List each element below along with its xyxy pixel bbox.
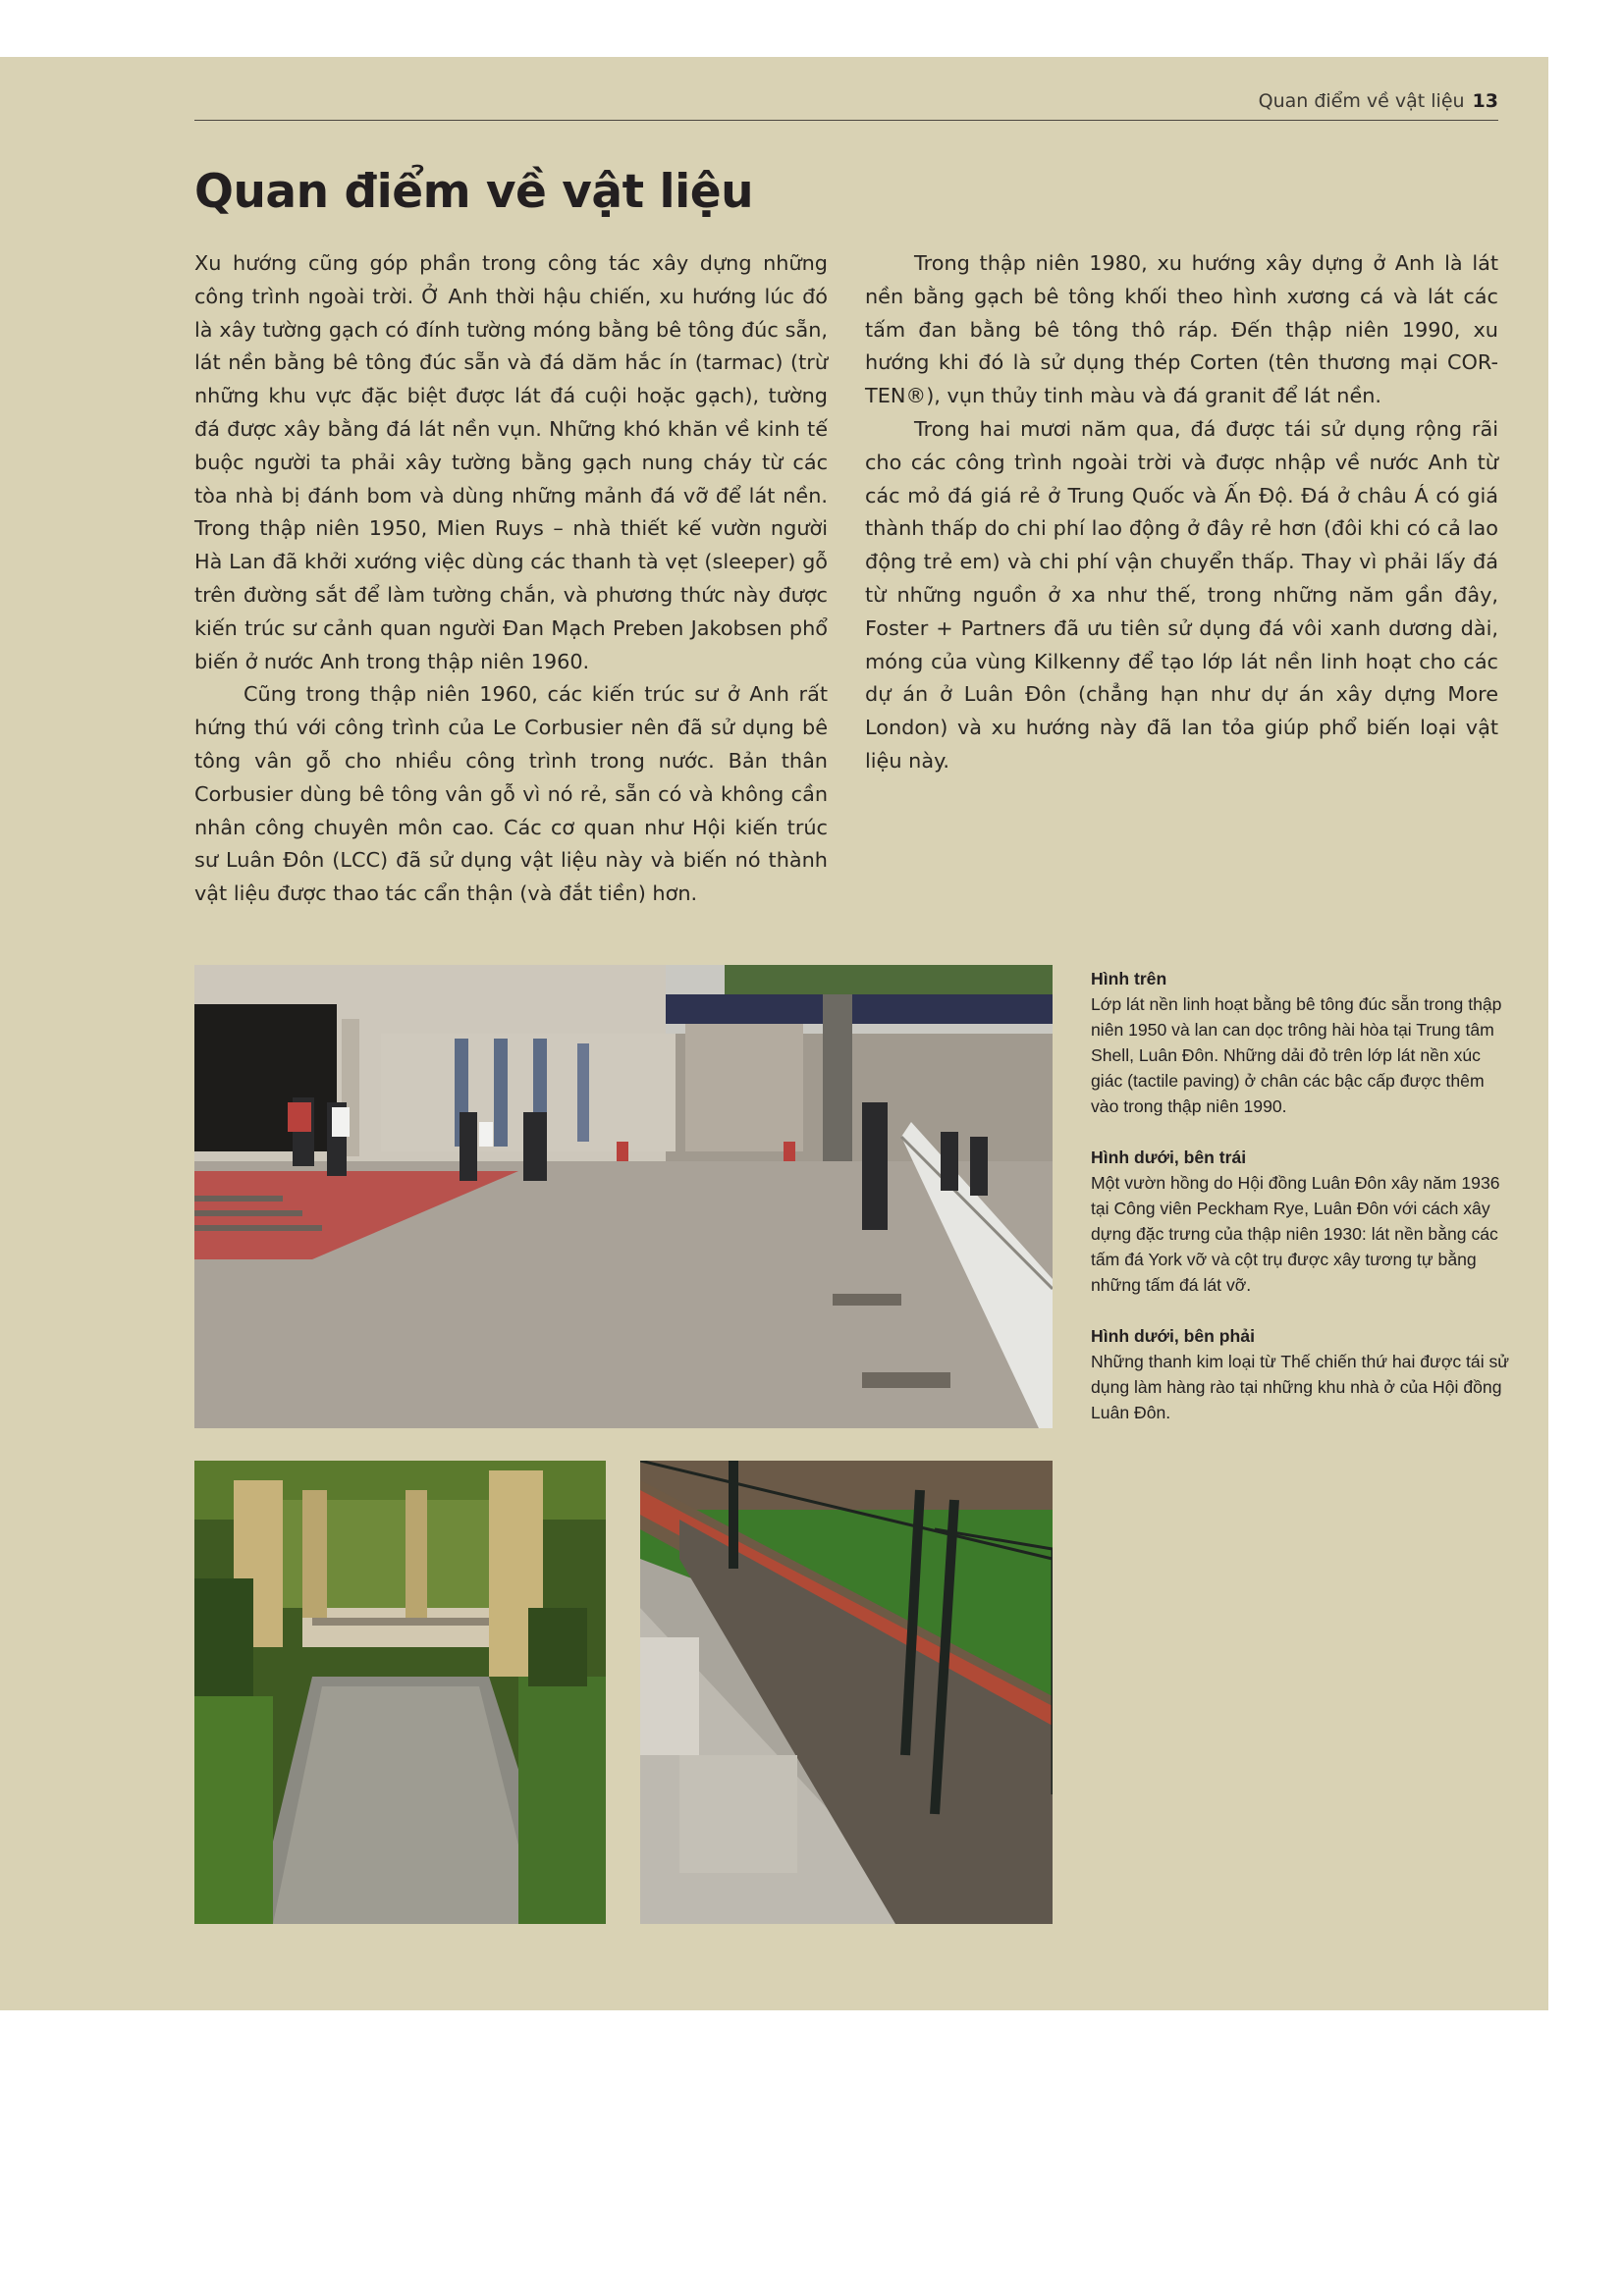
page-number: 13 xyxy=(1472,90,1498,112)
caption-bottom-left-title: Hình dưới, bên trái xyxy=(1091,1148,1247,1167)
caption-bottom-right-text: Những thanh kim loại từ Thế chiến thứ hai được tái sử dụng làm hàng rào tại những khu nhà ở của Hội đồng Luân Đôn. xyxy=(1091,1352,1510,1422)
right-paragraph-2: Trong hai mươi năm qua, đá được tái sử dụng rộng rãi cho các công trình ngoài trời và được nhập về nước Anh từ các mỏ đá giá rẻ ở Trung Quốc và Ấn Độ. Đá ở châu Á có giá thành thấp do chi phí lao động ở đây rẻ hơn (đôi khi có cả lao động trẻ em) và chi phí vận chuyển thấp. Thay vì phải lấy đá từ những nguồn ở xa như thế, trong những năm gần đây, Foster + Partners đã ưu tiên sử dụng đá vôi xanh dương dài, móng của vùng Kilkenny để tạo lớp lát nền linh hoạt cho các dự án ở Luân Đôn (chẳng hạn như dự án xây dựng More London) và xu hướng này đã lan tỏa giúp phổ biến loại vật liệu này. xyxy=(865,416,1498,773)
photo-shell-centre-plaza xyxy=(194,965,1053,1428)
photo-captions xyxy=(1091,966,1513,1451)
caption-top-text: Lớp lát nền linh hoạt bằng bê tông đúc sẵn trong thập niên 1950 và lan can dọc trông hài hòa tại Trung tâm Shell, Luân Đôn. Những dải đỏ trên lớp lát nền xúc giác (tactile paving) ở chân các bậc cấp được thêm vào trong thập niên 1990. xyxy=(1091,994,1502,1116)
caption-bottom-left xyxy=(1091,1145,1513,1298)
right-column xyxy=(865,247,1498,778)
caption-bottom-right xyxy=(1091,1323,1513,1425)
caption-top-title: Hình trên xyxy=(1091,969,1167,988)
left-paragraph-2: Cũng trong thập niên 1960, các kiến trúc sư ở Anh rất hứng thú với công trình của Le Corbusier nên đã sử dụng bê tông vân gỗ cho nhiều công trình trong nước. Bản thân Corbusier dùng bê tông vân gỗ vì nó rẻ, sẵn có và không cần nhân công chuyên môn cao. Các cơ quan như Hội kiến trúc sư Luân Đôn (LCC) đã sử dụng vật liệu này và biến nó thành vật liệu được thao tác cẩn thận (và đắt tiền) hơn. xyxy=(194,682,828,906)
running-title: Quan điểm về vật liệu xyxy=(1258,90,1465,112)
caption-bottom-right-title: Hình dưới, bên phải xyxy=(1091,1326,1255,1346)
running-header xyxy=(194,90,1498,121)
article-title: Quan điểm về vật liệu xyxy=(194,165,754,219)
photo-rose-garden-peckham-rye xyxy=(194,1461,606,1924)
left-paragraph-1: Xu hướng cũng góp phần trong công tác xây dựng những công trình ngoài trời. Ở Anh thời hậu chiến, xu hướng lúc đó là xây tường gạch có đính tường móng bằng bê tông đúc sẵn, lát nền bằng bê tông đúc sẵn và đá dăm hắc ín (tarmac) (trừ những khu vực đặc biệt được lát đá cuội hoặc gạch), tường đá được xây bằng đá lát nền vụn. Những khó khăn về kinh tế buộc người ta phải xây tường bằng gạch nung cháy từ các tòa nhà bị đánh bom và dùng những mảnh đá vỡ để lát nền. Trong thập niên 1950, Mien Ruys – nhà thiết kế vườn người Hà Lan đã khởi xướng việc dùng các thanh tà vẹt (sleeper) gỗ trên đường sắt để làm tường chắn, và phương thức này được kiến trúc sư cảnh quan người Đan Mạch Preben Jakobsen phổ biến ở nước Anh trong thập niên 1960. xyxy=(194,251,828,673)
left-column xyxy=(194,247,828,911)
photo-metal-railing-fence xyxy=(640,1461,1053,1924)
caption-bottom-left-text: Một vườn hồng do Hội đồng Luân Đôn xây năm 1936 tại Công viên Peckham Rye, Luân Đôn với cách xây dựng đặc trưng của thập niên 1930: lát nền bằng các tấm đá York vỡ và cột trụ được xây tương tự bằng những tấm đá lát vỡ. xyxy=(1091,1173,1500,1295)
right-paragraph-1: Trong thập niên 1980, xu hướng xây dựng ở Anh là lát nền bằng gạch bê tông khối theo hình xương cá và lát các tấm đan bằng bê tông thô ráp. Đến thập niên 1990, xu hướng khi đó là sử dụng thép Corten (tên thương mại COR-TEN®), vụn thủy tinh màu và đá granit để lát nền. xyxy=(865,251,1498,408)
caption-top xyxy=(1091,966,1513,1119)
